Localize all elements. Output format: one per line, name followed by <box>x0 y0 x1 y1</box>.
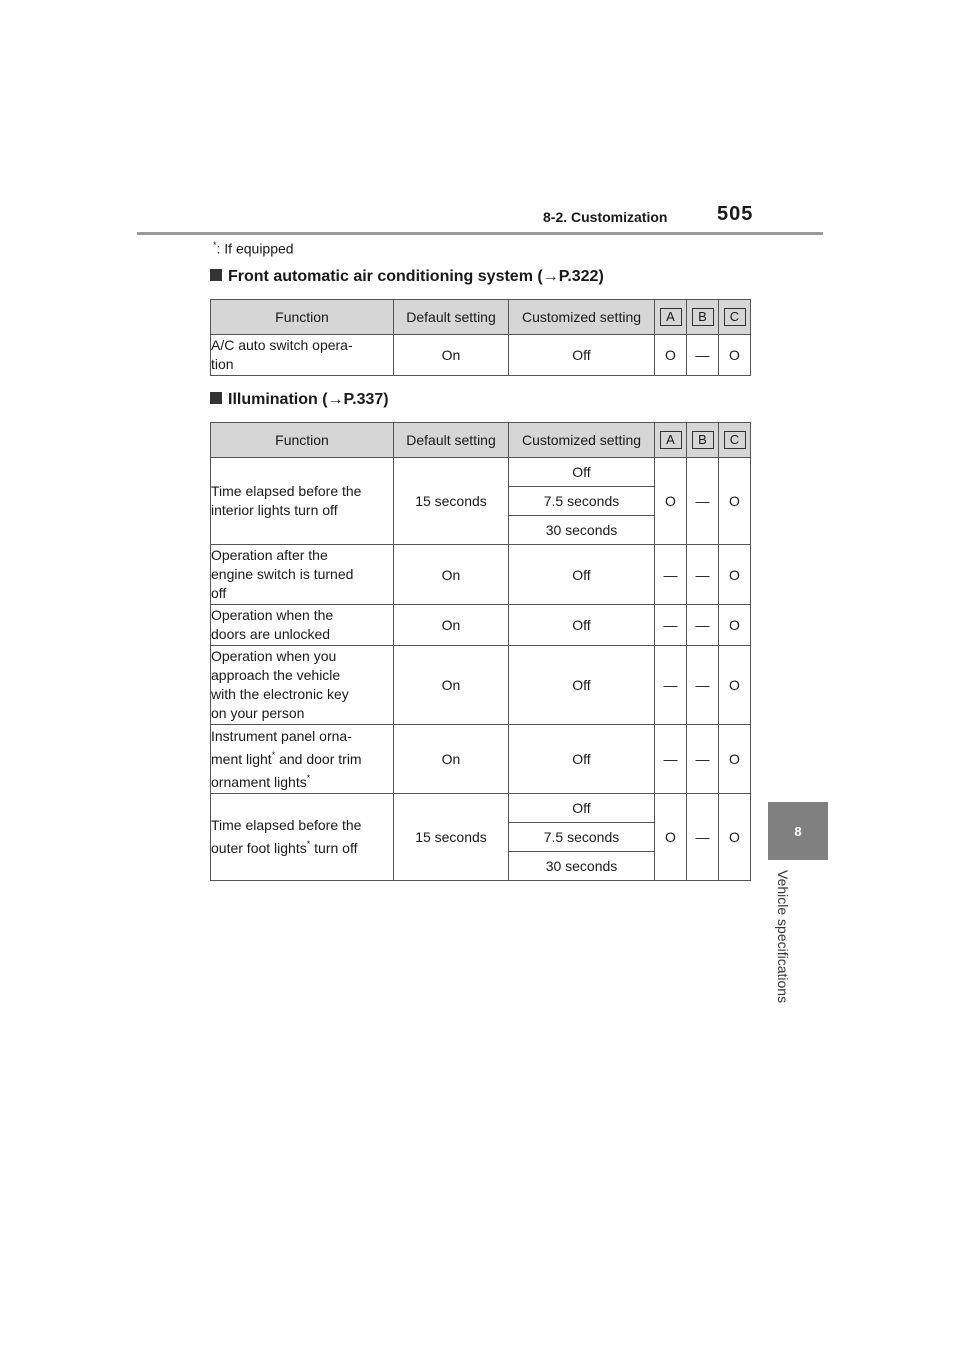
function-text: Operation when the doors are unlocked <box>211 607 334 642</box>
column-header-function: Function <box>211 300 394 335</box>
cell-a: — <box>655 646 687 725</box>
default-cell: On <box>394 605 509 646</box>
cell-b: — <box>687 458 719 545</box>
customized-cell: 30 seconds <box>509 852 655 881</box>
cell-c: O <box>719 794 751 881</box>
chapter-label <box>768 870 798 1040</box>
default-cell: On <box>394 335 509 376</box>
column-header-default: Default setting <box>394 423 509 458</box>
function-cell <box>211 545 394 605</box>
default-cell: On <box>394 646 509 725</box>
function-cell <box>211 335 394 376</box>
arrow-right-icon: → <box>327 391 344 408</box>
customized-cell: Off <box>509 335 655 376</box>
page-reference: P.337) <box>343 391 389 408</box>
customized-cell: Off <box>509 646 655 725</box>
column-header-customized: Customized setting <box>509 300 655 335</box>
illumination-table <box>210 422 751 881</box>
column-header-function: Function <box>211 423 394 458</box>
table-header-row <box>211 423 751 458</box>
customized-cell: Off <box>509 725 655 794</box>
column-header-b: B <box>692 431 714 449</box>
column-header-c: C <box>724 308 746 326</box>
column-header-default: Default setting <box>394 300 509 335</box>
air-conditioning-table <box>210 299 751 376</box>
footnote-asterisk: * <box>271 749 276 760</box>
cell-b: — <box>687 725 719 794</box>
function-text: Time elapsed before the interior lights turn off <box>211 483 362 518</box>
cell-c: O <box>719 545 751 605</box>
heading-text: Front automatic air conditioning system ( <box>228 268 543 285</box>
column-header-a: A <box>660 431 682 449</box>
column-header-c: C <box>724 431 746 449</box>
footnote-asterisk: * <box>306 839 311 849</box>
default-cell: On <box>394 545 509 605</box>
cell-a: — <box>655 605 687 646</box>
header-divider <box>137 232 823 235</box>
cell-a: O <box>655 794 687 881</box>
cell-c: O <box>719 458 751 545</box>
cell-c: O <box>719 335 751 376</box>
square-bullet-icon <box>210 392 222 404</box>
footnote-text: : If equipped <box>216 240 294 257</box>
customized-cell: 7.5 seconds <box>509 823 655 852</box>
column-header-a: A <box>660 308 682 326</box>
cell-a: O <box>655 458 687 545</box>
cell-c: O <box>719 605 751 646</box>
chapter-number: 8 <box>794 823 802 839</box>
default-cell: On <box>394 725 509 794</box>
function-text: Operation after the engine switch is turned off <box>211 547 354 601</box>
table-header-row <box>211 300 751 335</box>
customized-cell: Off <box>509 545 655 605</box>
cell-b: — <box>687 335 719 376</box>
function-cell <box>211 794 394 881</box>
customized-cell: Off <box>509 605 655 646</box>
function-text: Operation when you approach the vehicle with the electronic key on your person <box>211 648 349 721</box>
function-cell <box>211 646 394 725</box>
customized-cell: Off <box>509 458 655 487</box>
function-cell <box>211 605 394 646</box>
square-bullet-icon <box>210 269 222 281</box>
function-cell <box>211 725 394 794</box>
footnote-asterisk: * <box>213 240 217 250</box>
function-text-part: turn off <box>310 840 358 856</box>
cell-a: — <box>655 725 687 794</box>
function-text-part: Instrument panel orna- ment light <box>211 727 352 767</box>
cell-b: — <box>687 794 719 881</box>
cell-c: O <box>719 725 751 794</box>
customized-cell: Off <box>509 794 655 823</box>
chapter-label-text: Vehicle specifications <box>775 870 791 1004</box>
heading-illumination <box>210 391 389 409</box>
table-row <box>211 335 751 376</box>
default-cell: 15 seconds <box>394 794 509 881</box>
cell-b: — <box>687 545 719 605</box>
table-row <box>211 545 751 605</box>
function-cell <box>211 458 394 545</box>
chapter-tab <box>768 802 828 860</box>
cell-c: O <box>719 646 751 725</box>
heading-air-conditioning <box>210 268 604 286</box>
table-row <box>211 605 751 646</box>
customized-cell: 7.5 seconds <box>509 487 655 516</box>
heading-text: Illumination ( <box>228 391 328 408</box>
table-row <box>211 646 751 725</box>
arrow-right-icon: → <box>542 268 559 285</box>
customized-cell: 30 seconds <box>509 516 655 545</box>
column-header-customized: Customized setting <box>509 423 655 458</box>
page-reference: P.322) <box>558 268 604 285</box>
column-header-b: B <box>692 308 714 326</box>
cell-b: — <box>687 646 719 725</box>
cell-a: O <box>655 335 687 376</box>
table-row <box>211 794 751 823</box>
table-row <box>211 725 751 794</box>
default-cell: 15 seconds <box>394 458 509 545</box>
function-text-part: Time elapsed before the outer foot lights <box>211 817 362 856</box>
section-title: 8-2. Customization <box>543 209 668 225</box>
function-text-part: and door trim ornament lights <box>211 750 362 790</box>
table-row <box>211 458 751 487</box>
cell-a: — <box>655 545 687 605</box>
function-text: A/C auto switch opera- tion <box>211 337 353 372</box>
page-number: 505 <box>717 203 754 225</box>
footnote <box>213 240 294 257</box>
footnote-asterisk: * <box>306 772 311 783</box>
cell-b: — <box>687 605 719 646</box>
